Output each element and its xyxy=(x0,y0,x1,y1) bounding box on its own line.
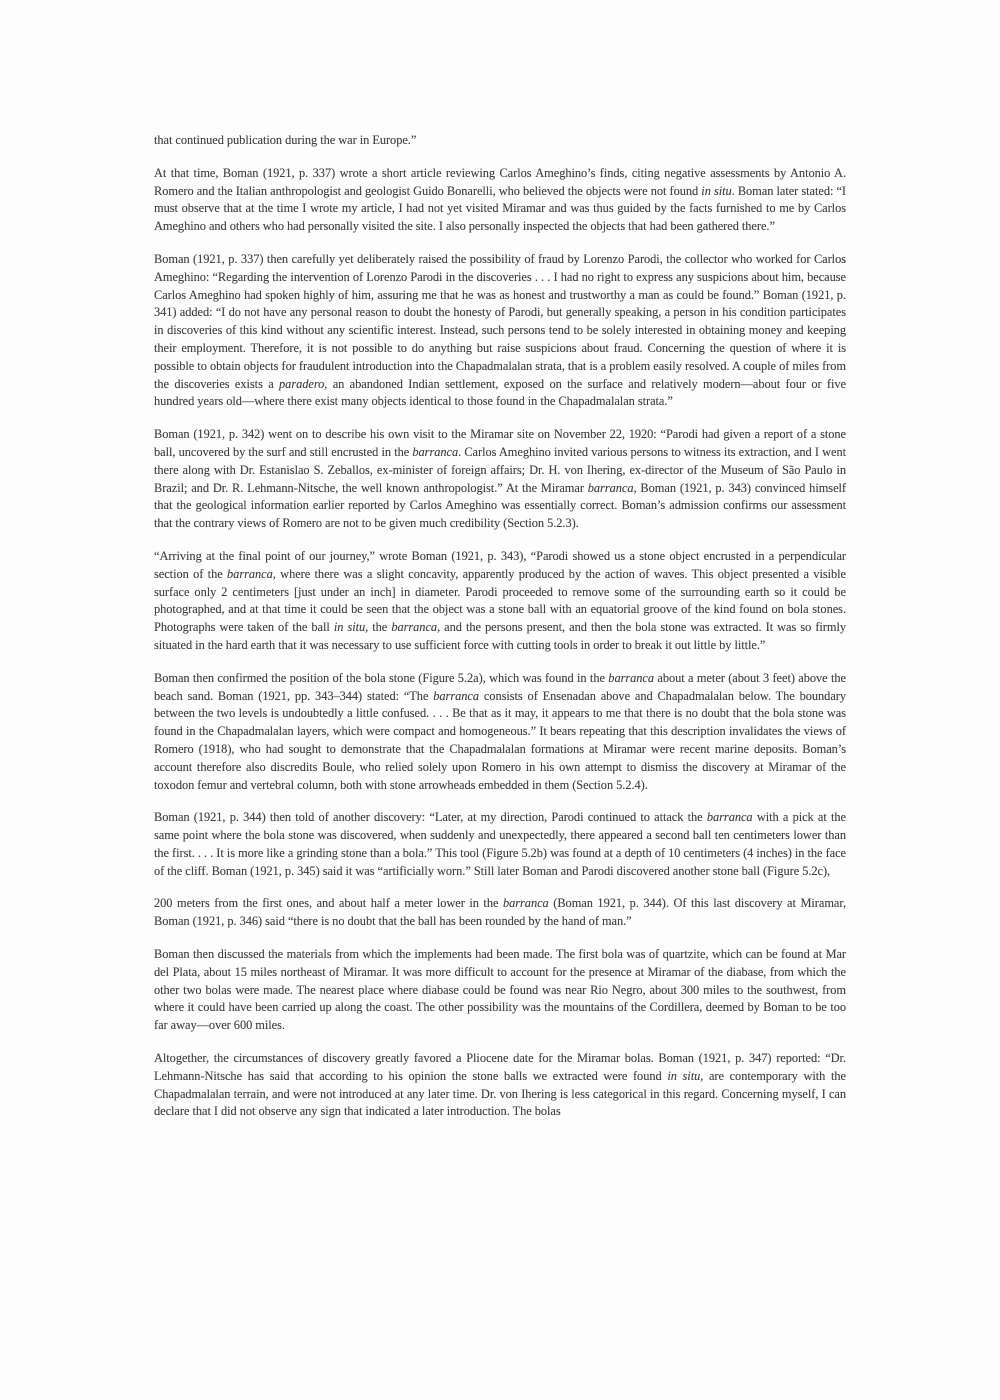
paragraph xyxy=(154,1050,846,1121)
text-segment: that continued publication during the war in Europe.” xyxy=(154,133,417,147)
text-segment: consists of Ensenadan above and Chapadmalalan below. The boundary between the two levels is undoubtedly a little confused. . . . Be that as it may, it appears to me that there is no doubt that the bola stone was found in the Chapadmalalan layers, which were compact and homogeneous.” It bears repeating that this description invalidates the views of Romero (1918), who had sought to demonstrate that the Chapadmalalan formations at Miramar were recent marine deposits. Boman’s account therefore also discredits Boule, who relied solely upon Romero in his own attempt to dismiss the discovery at Miramar of the toxodon femur and vertebral column, both with stone arrowheads embedded in them (Section 5.2.4). xyxy=(154,688,847,792)
paragraph xyxy=(154,251,846,411)
text-segment: about a meter (about 3 feet) above the beach sand. Boman (1921, pp. 343–344) stated: “The xyxy=(154,670,846,703)
text-segment: , an abandoned Indian settlement, exposed on the surface and relatively modern—about four or five hundred years old—where there exist many objects identical to those found in the Chapadmalalan strata.” xyxy=(154,376,846,409)
paragraph xyxy=(154,809,846,880)
paragraph xyxy=(154,426,846,533)
text-segment: “Arriving at the final point of our journey,” wrote Boman (1921, p. 343), “Parodi showed us a stone object encrusted in a perpendicular section of the xyxy=(154,548,846,581)
italic-text-segment: paradero xyxy=(279,376,325,391)
italic-text-segment: barranca xyxy=(391,620,438,635)
text-segment: , the xyxy=(365,620,392,635)
text-segment: Boman (1921, p. 344) then told of another discovery: “Later, at my direction, Parodi continued to attack the xyxy=(154,810,707,825)
italic-text-segment: barranca xyxy=(433,688,479,703)
paragraph xyxy=(154,670,846,795)
text-segment: . Boman later stated: “I must observe that at the time I wrote my article, I had not yet visited Miramar and was thus guided by the facts furnished to me by Carlos Ameghino and others who had personally visited the site. I also personally inspected the objects that had been gathered there.” xyxy=(154,183,847,234)
italic-text-segment: barranca xyxy=(502,896,549,911)
text-segment: , where there was a slight concavity, apparently produced by the action of waves. This object presented a visible surface only 2 centimeters [just under an inch] in diameter. Parodi proceeded to remove some of the surrounding earth so it could be photographed, and at that time it could be seen that the object was a stone ball with an equatorial groove of the kind found on bola stones. Photographs were taken of the ball xyxy=(154,566,846,635)
text-segment: Altogether, the circumstances of discovery greatly favored a Pliocene date for the Miramar bolas. Boman (1921, p. 347) reported: “Dr. Lehmann-Nitsche has said that according to his opinion the stone balls we extracted were found xyxy=(154,1051,846,1083)
italic-text-segment: barranca xyxy=(227,566,273,581)
paragraph xyxy=(154,946,846,1035)
italic-text-segment: in situ xyxy=(667,1068,701,1083)
paragraph xyxy=(154,548,846,655)
text-segment: , are contemporary with the Chapadmalalan terrain, and were not introduced at any later time. Dr. von Ihering is less categorical in this regard. Concerning myself, I can declare that I did not observe any sign that indicated a later introduction. The bolas xyxy=(154,1068,846,1119)
paragraph xyxy=(154,132,846,150)
text-segment: Boman then confirmed the position of the bola stone (Figure 5.2a), which was found in the xyxy=(154,670,609,685)
text-segment: Boman then discussed the materials from which the implements had been made. The first bola was of quartzite, which can be found at Mar del Plata, about 15 miles northeast of Miramar. It was more difficult to account for the presence at Miramar of the diabase, from which the other two bolas were made. The nearest place where diabase could be found was near Rio Negro, about 300 miles to the southwest, from where it could have been carried up along the coast. The other possibility was the mountains of the Cordillera, deemed by Boman to be too far away—over 600 miles. xyxy=(154,947,846,1033)
text-segment: . Carlos Ameghino invited various persons to witness its extraction, and I went there along with Dr. Estanislao S. Zeballos, ex-minister of foreign affairs; Dr. H. von Ihering, ex-director of the Museum of São Paulo in Brazil; and Dr. R. Lehmann-Nitsche, the well known anthropologist.” At the Miramar xyxy=(154,444,846,495)
italic-text-segment: barranca xyxy=(412,444,459,459)
text-segment: 200 meters from the first ones, and about half a meter lower in the xyxy=(154,896,503,911)
italic-text-segment: in situ xyxy=(333,620,366,635)
italic-text-segment: barranca xyxy=(608,670,655,685)
document-body xyxy=(154,132,846,1136)
italic-text-segment: in situ xyxy=(701,183,732,198)
text-segment: At that time, Boman (1921, p. 337) wrote a short article reviewing Carlos Ameghino’s finds, citing negative assessments by Antonio A. Romero and the Italian anthropologist and geologist Guido Bonarelli, who believed the objects were not found xyxy=(154,165,846,198)
text-segment: , Boman (1921, p. 343) convinced himself that the geological information earlier reported by Carlos Ameghino was essentially correct. Boman’s admission confirms our assessment that the contrary views of Romero are not to be given much credibility (Section 5.2.3). xyxy=(154,480,846,531)
italic-text-segment: barranca xyxy=(587,480,634,495)
paragraph xyxy=(154,895,846,931)
text-segment: Boman (1921, p. 337) then carefully yet deliberately raised the possibility of fraud by Lorenzo Parodi, the collector who worked for Carlos Ameghino: “Regarding the intervention of Lorenzo Parodi in the discoveries . . . I had no right to express any suspicions about him, because Carlos Ameghino had spoken highly of him, assuring me that he was as honest and trustworthy a man as could be found.” Boman (1921, p. 341) added: “I do not have any personal reason to doubt the honesty of Parodi, but generally speaking, a person in his condition participates in discoveries of this kind without any scientific interest. Instead, such persons tend to be solely interested in obtaining money and keeping their employment. Therefore, it is not possible to do anything but raise suspicions about fraud. Concerning the question of where it is possible to obtain objects for fraudulent introduction into the Chapadmalalan strata, that is a problem easily resolved. A couple of miles from the discoveries exists a xyxy=(154,251,846,391)
text-segment: Boman (1921, p. 342) went on to describe his own visit to the Miramar site on November 22, 1920: “Parodi had given a report of a stone ball, uncovered by the surf and still encrusted in the xyxy=(154,427,846,459)
italic-text-segment: barranca xyxy=(706,810,753,825)
text-segment: (Boman 1921, p. 344). Of this last discovery at Miramar, Boman (1921, p. 346) said “there is no doubt that the ball has been rounded by the hand of man.” xyxy=(154,896,846,929)
paragraph xyxy=(154,165,846,236)
text-segment: , and the persons present, and then the bola stone was extracted. It was so firmly situated in the hard earth that it was necessary to use sufficient force with cutting tools in order to break it out little by little.” xyxy=(154,620,846,652)
text-segment: with a pick at the same point where the bola stone was discovered, when suddenly and unexpectedly, there appeared a second ball ten centimeters lower than the first. . . . It is more like a grinding stone than a bola.” This tool (Figure 5.2b) was found at a depth of 10 centimeters (4 inches) in the face of the cliff. Boman (1921, p. 345) said it was “artificially worn.” Still later Boman and Parodi discovered another stone ball (Figure 5.2c), xyxy=(154,810,846,878)
